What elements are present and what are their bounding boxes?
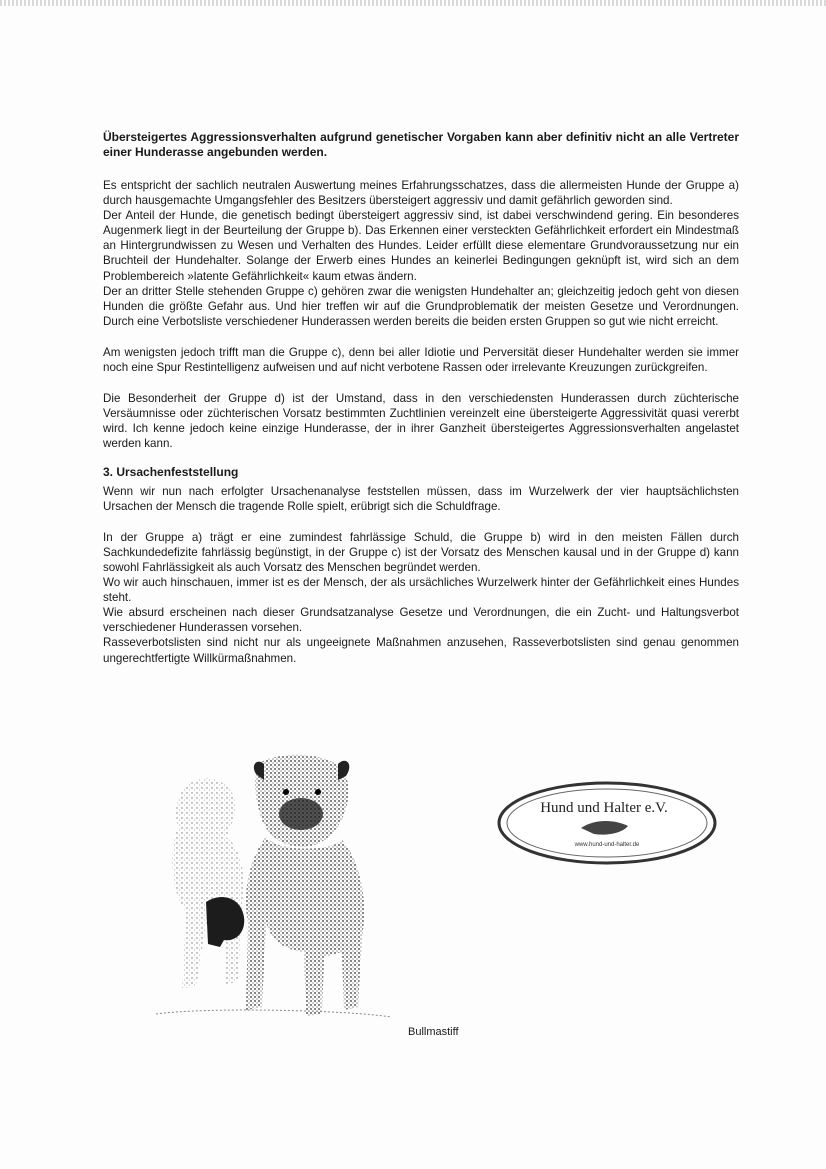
paragraph: Am wenigsten jedoch trifft man die Gruppe c), denn bei aller Idiotie und Perversität dieser Hundehalter werden sie immer noch eine Spur Restintelligenz aufweisen und auf nicht verbotene Rassen oder irrelevante Kreuzungen zurückgreifen. <box>103 345 739 375</box>
paragraph: Die Besonderheit der Gruppe d) ist der Umstand, dass in den verschiedensten Hunderassen durch züchterische Versäumnisse oder züchterischen Vorsatz bestimmten Zuchtlinien vereinzelt eine übersteigerte Aggressivität quasi vererbt wird. Ich kenne jedoch keine einzige Hunderasse, der in ihrer Ganzheit übersteigertes Aggressionsverhalten angelastet werden kann. <box>103 392 739 451</box>
paragraph: Der Anteil der Hunde, die genetisch bedingt übersteigert aggressiv sind, ist dabei verschwindend gering. Ein besonderes Augenmerk liegt in der Beurteilung der Gruppe b). Das Erkennen einer versteckten Gefährlichkeit erfordert ein Mindestmaß an Hintergrundwissen zu Wesen und Verhalten des Hundes. Leider erfüllt diese elementare Grundvoraussetzung nur ein Bruchteil der Hundehalter. Solange der Erwerb eines Hundes an keinerlei Bedingungen geknüpft ist, wird sich an dem Problembereich »latente Gefährlichkeit« kaum etwas ändern. <box>103 209 739 283</box>
hund-und-halter-logo <box>496 778 718 868</box>
paragraph: Wo wir auch hinschauen, immer ist es der Mensch, der als ursächliches Wurzelwerk hinter der Gefährlichkeit eines Hundes steht. <box>103 576 739 605</box>
document-body <box>103 130 739 666</box>
paragraph: In der Gruppe a) trägt er eine zumindest fahrlässige Schuld, die Gruppe b) wird in den meisten Fällen durch Sachkundedefizite fahrlässig begünstigt, in der Gruppe c) ist der Vorsatz des Menschen kausal und in der Gruppe d) kann sowohl Fahrlässigkeit als auch Vorsatz des Menschen begründet werden. <box>103 530 739 574</box>
paragraph: Es entspricht der sachlich neutralen Auswertung meines Erfahrungsschatzes, dass die allermeisten Hunde der Gruppe a) durch hausgemachte Umgangsfehler des Besitzers übersteigert aggressiv und damit gefährlich geworden sind. <box>103 179 739 208</box>
paragraph: Der an dritter Stelle stehenden Gruppe c) gehören zwar die wenigsten Hundehalter an; gleichzeitig jedoch geht von diesen Hunden die größte Gefahr aus. Und hier treffen wir auf die Grundproblematik der meisten Gesetze und Verordnungen. Durch eine Verbotsliste verschiedener Hunderassen werden bereits die beiden ersten Gruppen so gut wie nicht erreicht. <box>103 284 739 328</box>
svg-text:www.hund-und-halter.de: www.hund-und-halter.de <box>574 842 640 848</box>
svg-text:Hund und Halter e.V.: Hund und Halter e.V. <box>540 800 668 816</box>
document-heading: Übersteigertes Aggressionsverhalten aufgrund genetischer Vorgaben kann aber definitiv nicht an alle Vertreter einer Hunderasse angebunden werden. <box>103 130 739 159</box>
section-title: 3. Ursachenfeststellung <box>103 464 239 479</box>
bullmastiff-illustration-icon <box>146 752 396 1027</box>
paragraph: Wenn wir nun nach erfolgter Ursachenanalyse feststellen müssen, dass im Wurzelwerk der vier hauptsächlichsten Ursachen der Mensch die tragende Rolle spielt, erübrigt sich die Schuldfrage. <box>103 484 739 513</box>
scan-edge <box>0 0 826 6</box>
paragraph: Wie absurd erscheinen nach dieser Grundsatzanalyse Gesetze und Verordnungen, die ein Zucht- und Haltungsverbot verschiedener Hunderassen vorsehen. <box>103 606 739 635</box>
paragraph: Rasseverbotslisten sind nicht nur als ungeeignete Maßnahmen anzusehen, Rasseverbotslisten sind genau genommen ungerechtfertigte Willkürmaßnahmen. <box>103 636 739 665</box>
figure-caption: Bullmastiff <box>408 1026 459 1038</box>
